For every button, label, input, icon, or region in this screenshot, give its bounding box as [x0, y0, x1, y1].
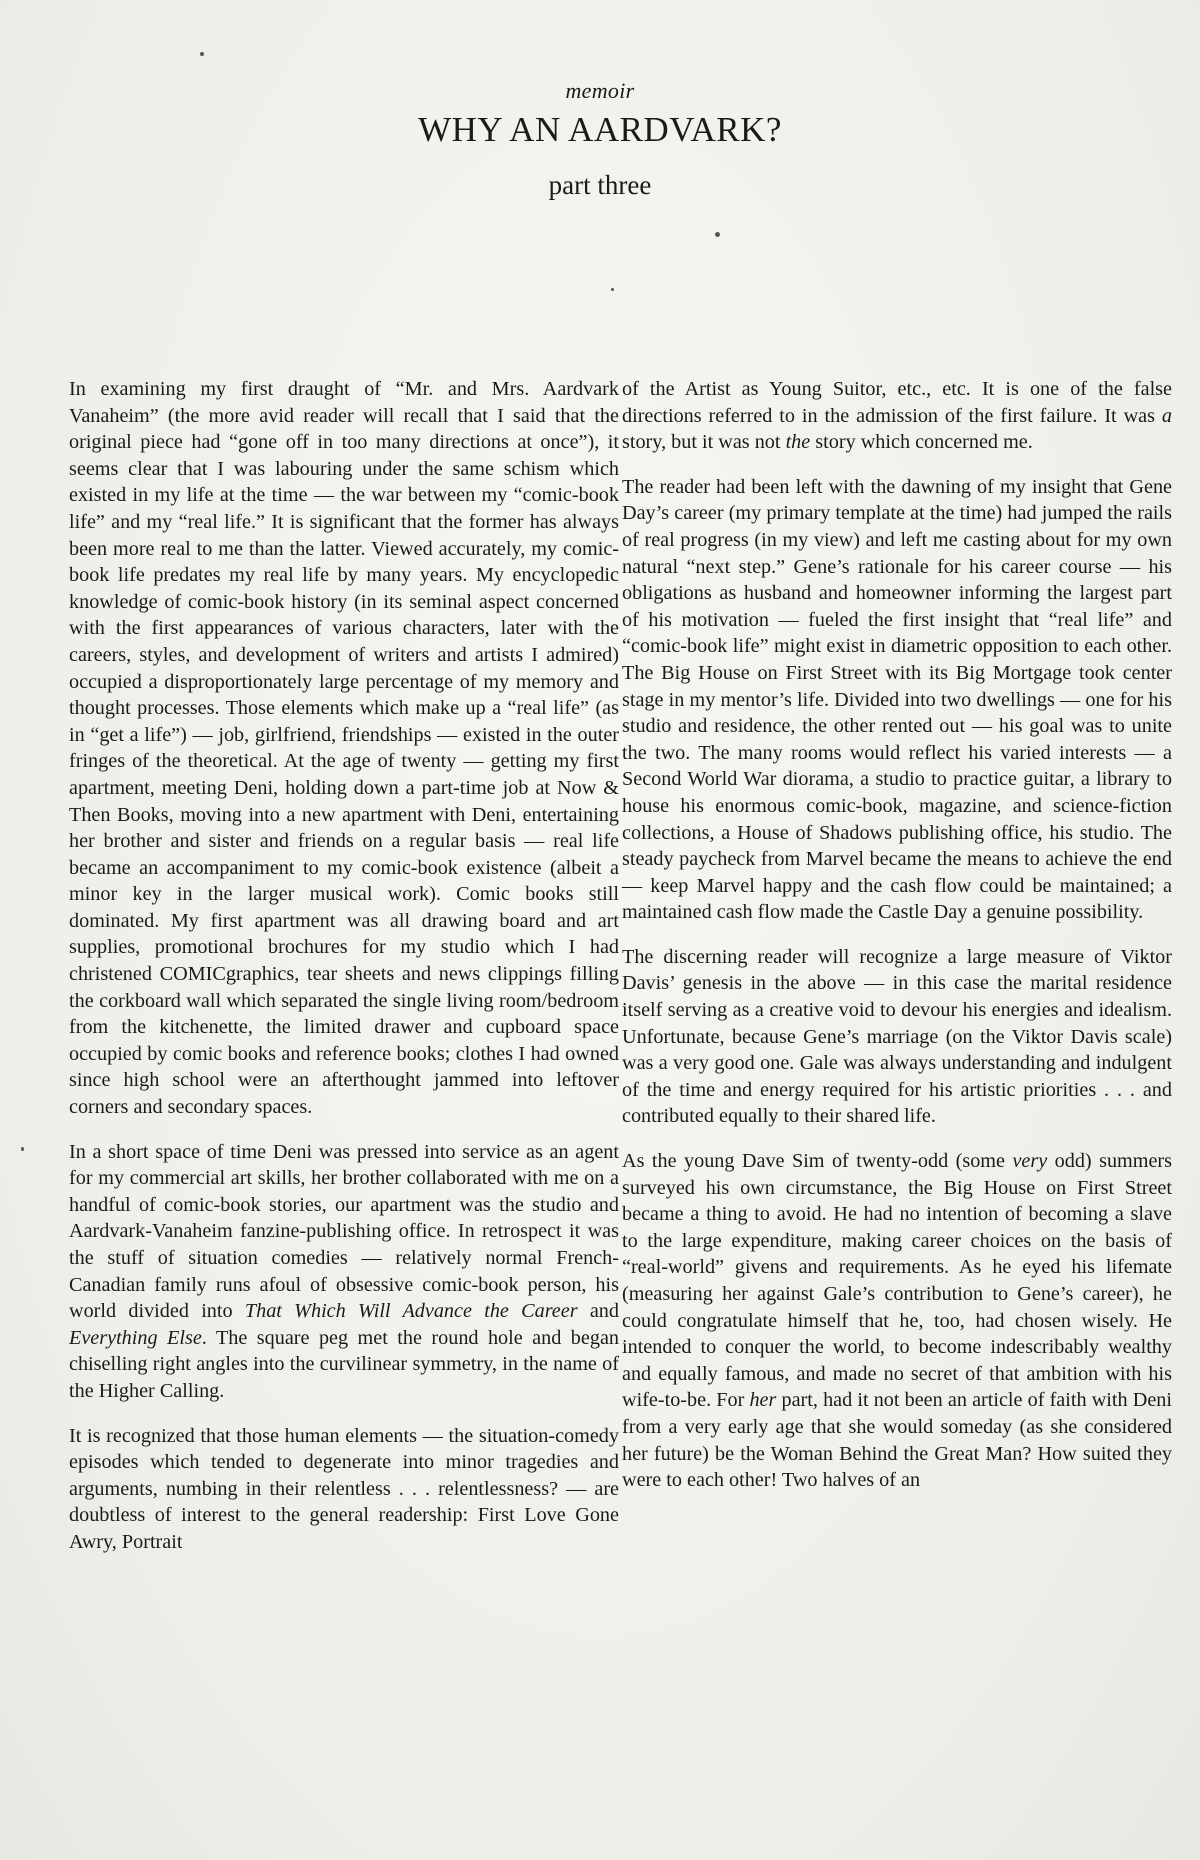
paragraph: The discerning reader will recognize a large measure of Viktor Davis’ genesis in the above — in this case the marital residence itself serving as a creative void to devour his energies and idealism. Unfortunate, because Gene’s marriage (on the Viktor Davis scale) was a very good one. Gale was always understanding and indulgent of the time and energy required for his artistic priorities . . . and contributed equally to their shared life. — [622, 945, 1172, 1128]
article-subtitle: part three — [548, 170, 652, 200]
left-column — [69, 376, 619, 1556]
ink-speck — [611, 288, 614, 291]
right-column — [622, 376, 1172, 1494]
ink-speck — [715, 232, 720, 237]
ink-speck — [21, 1147, 24, 1151]
paragraph: In a short space of time Deni was pressed into service as an agent for my commercial art skills, her brother collaborated with me on a handful of comic-book stories, our apartment was the studio and Aardvark-Vanaheim fanzine-publishing office. In retrospect it was the stuff of situation comedies — relatively normal French-Canadian family runs afoul of obsessive comic-book person, his world divided into That Which Will Advance the Career and Everything Else. The square peg met the round hole and began chiselling right angles into the curvilinear symmetry, in the name of the Higher Calling. — [69, 1140, 619, 1402]
ink-speck — [200, 52, 204, 56]
paragraph: of the Artist as Young Suitor, etc., etc. It is one of the false directions referred to in the admission of the first failure. It was a story, but it was not the story which concerned me. — [622, 378, 1172, 454]
paragraph: It is recognized that those human elements — the situation-comedy episodes which tended to degenerate into minor tragedies and arguments, numbing in their relentless . . . relentlessness? — are doubtless of interest to the general readership: First Love Gone Awry, Portrait — [69, 1424, 619, 1553]
paragraph: As the young Dave Sim of twenty-odd (some very odd) summers surveyed his own circumstance, the Big House on First Street became a thing to avoid. He had no intention of becoming a slave to the large expenditure, making career choices on the basis of “real-world” givens and requirements. As he eyed his lifemate (measuring her against Gale’s contribution to Gene’s career), he could congratulate himself that he, too, had chosen wisely. He intended to conquer the world, to become indescribably wealthy and equally famous, and made no secret of that ambition with his wife-to-be. For her part, had it not been an article of faith with Deni from a very early age that she would someday (as she considered her future) be the Woman Behind the Great Man? How suited they were to each other! Two halves of an — [622, 1150, 1172, 1492]
article-title: WHY AN AARDVARK? — [418, 110, 782, 149]
paragraph: The reader had been left with the dawning of my insight that Gene Day’s career (my primary template at the time) had jumped the rails of real progress (in my view) and left me casting about for my own natural “next step.” Gene’s rationale for his career course — his obligations as husband and homeowner informing the largest part of his motivation — fueled the first insight that “real life” and “comic-book life” might exist in diametric opposition to each other. The Big House on First Street with its Big Mortgage took center stage in my mentor’s life. Divided into two dwellings — one for his studio and residence, the other rented out — his goal was to unite the two. The many rooms would reflect his varied interests — a Second World War diorama, a studio to practice guitar, a library to house his enormous comic-book, magazine, and science-fiction collections, a House of Shadows publishing office, his studio. The steady paycheck from Marvel became the means to achieve the end — keep Marvel happy and the cash flow could be maintained; a maintained cash flow made the Castle Day a genuine possibility. — [622, 475, 1172, 924]
section-kicker: memoir — [565, 78, 635, 103]
paragraph: In examining my first draught of “Mr. and Mrs. Aardvark Vanaheim” (the more avid reader will recall that I said that the original piece had “gone off in too many directions at once”), it seems clear that I was labouring under the same schism which existed in my life at the time — the war between my “comic-book life” and my “real life.” It is significant that the former has always been more real to me than the latter. Viewed accurately, my comic-book life predates my real life by many years. My encyclopedic knowledge of comic-book history (in its seminal aspect concerned with the first appearances of various characters, later with the careers, styles, and development of writers and artists I admired) occupied a disproportionately large percentage of my memory and thought processes. Those elements which make up a “real life” (as in “get a life”) — job, girlfriend, friendships — existed in the outer fringes of the theoretical. At the age of twenty — getting my first apartment, meeting Deni, holding down a part-time job at Now & Then Books, moving into a new apartment with Deni, entertaining her brother and sister and friends on a regular basis — real life became an accompaniment to my comic-book existence (albeit a minor key in the larger musical work). Comic books still dominated. My first apartment was all drawing board and art supplies, promotional brochures for my studio which I had christened COMICgraphics, tear sheets and news clippings filling the corkboard wall which separated the single living room/bedroom from the kitchenette, the limited drawer and cupboard space occupied by comic books and reference books; clothes I had owned since high school were an afterthought jammed into leftover corners and secondary spaces. — [69, 378, 619, 1119]
